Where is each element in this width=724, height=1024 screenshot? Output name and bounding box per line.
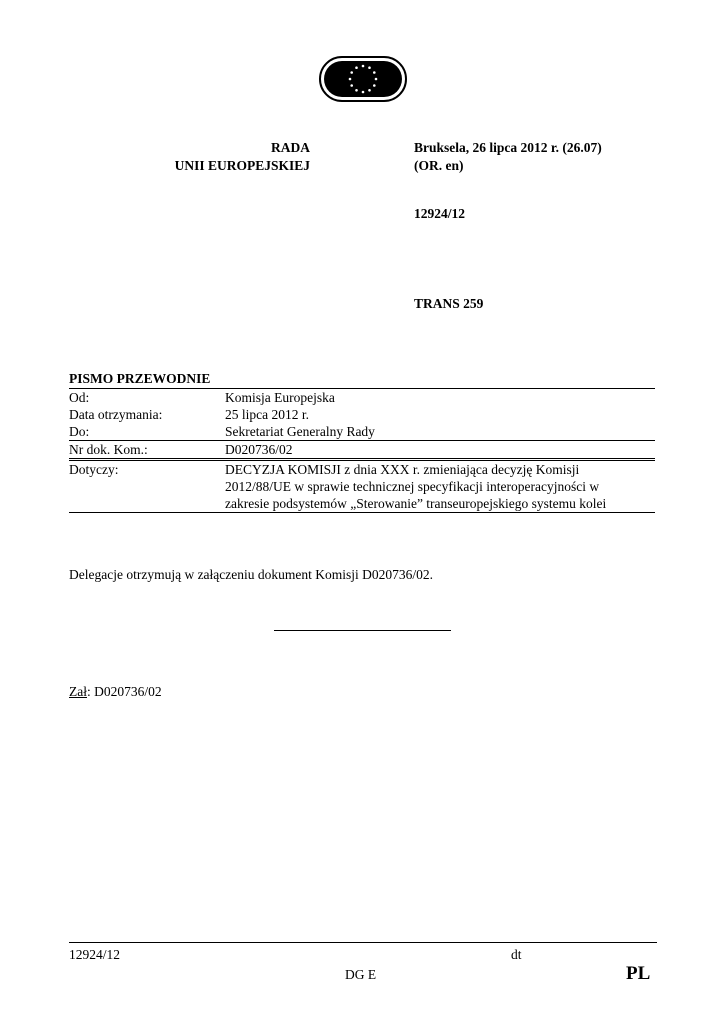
subject-line-2: 2012/88/UE w sprawie technicznej specyfikacji interoperacyjności w — [225, 479, 600, 494]
row-value: Sekretariat Generalny Rady — [225, 424, 375, 439]
place-date-line-1: Bruksela, 26 lipca 2012 r. (26.07) — [414, 140, 602, 155]
row-value — [225, 461, 655, 512]
row-label: Data otrzymania: — [69, 407, 163, 422]
attachment-note — [69, 684, 162, 700]
place-date-line-2: (OR. en) — [414, 158, 464, 173]
row-subject — [69, 458, 655, 512]
row-value: Komisja Europejska — [225, 390, 335, 405]
footer-rule — [69, 942, 657, 943]
subject-line-1: DECYZJA KOMISJI z dnia XXX r. zmieniająca decyzję Komisji — [225, 462, 580, 477]
cover-note-title: PISMO PRZEWODNIE — [69, 371, 211, 386]
institution-line-1: RADA — [271, 140, 310, 155]
attachment-label: Zał — [69, 684, 87, 699]
institution-name — [150, 139, 310, 175]
cover-note-table — [69, 388, 655, 513]
footer-initials: dt — [511, 947, 522, 962]
row-value: D020736/02 — [225, 442, 293, 457]
row-label: Dotyczy: — [69, 462, 119, 477]
eu-council-logo-icon — [319, 56, 407, 102]
footer-doc-ref: 12924/12 — [69, 947, 121, 962]
footer-language: PL — [626, 963, 651, 984]
footer-dg: DG E — [345, 967, 377, 982]
delegation-text: Delegacje otrzymują w załączeniu dokument Komisji D020736/02. — [69, 567, 434, 582]
institution-line-2: UNII EUROPEJSKIEJ — [174, 158, 310, 173]
subject-code: TRANS 259 — [414, 296, 484, 311]
row-value: 25 lipca 2012 r. — [225, 407, 309, 422]
row-received-date — [69, 406, 655, 423]
row-from — [69, 389, 655, 406]
row-label: Od: — [69, 390, 90, 405]
row-label: Do: — [69, 424, 90, 439]
row-to — [69, 423, 655, 440]
row-commission-doc-number — [69, 440, 655, 458]
row-label: Nr dok. Kom.: — [69, 442, 148, 457]
document-number: 12924/12 — [414, 206, 466, 221]
attachment-value: : D020736/02 — [87, 684, 162, 699]
place-date — [414, 139, 602, 175]
eu-council-logo — [319, 56, 407, 106]
divider-line — [274, 630, 451, 631]
subject-line-3: zakresie podsystemów „Sterowanie” transeuropejskiego systemu kolei — [225, 496, 607, 511]
